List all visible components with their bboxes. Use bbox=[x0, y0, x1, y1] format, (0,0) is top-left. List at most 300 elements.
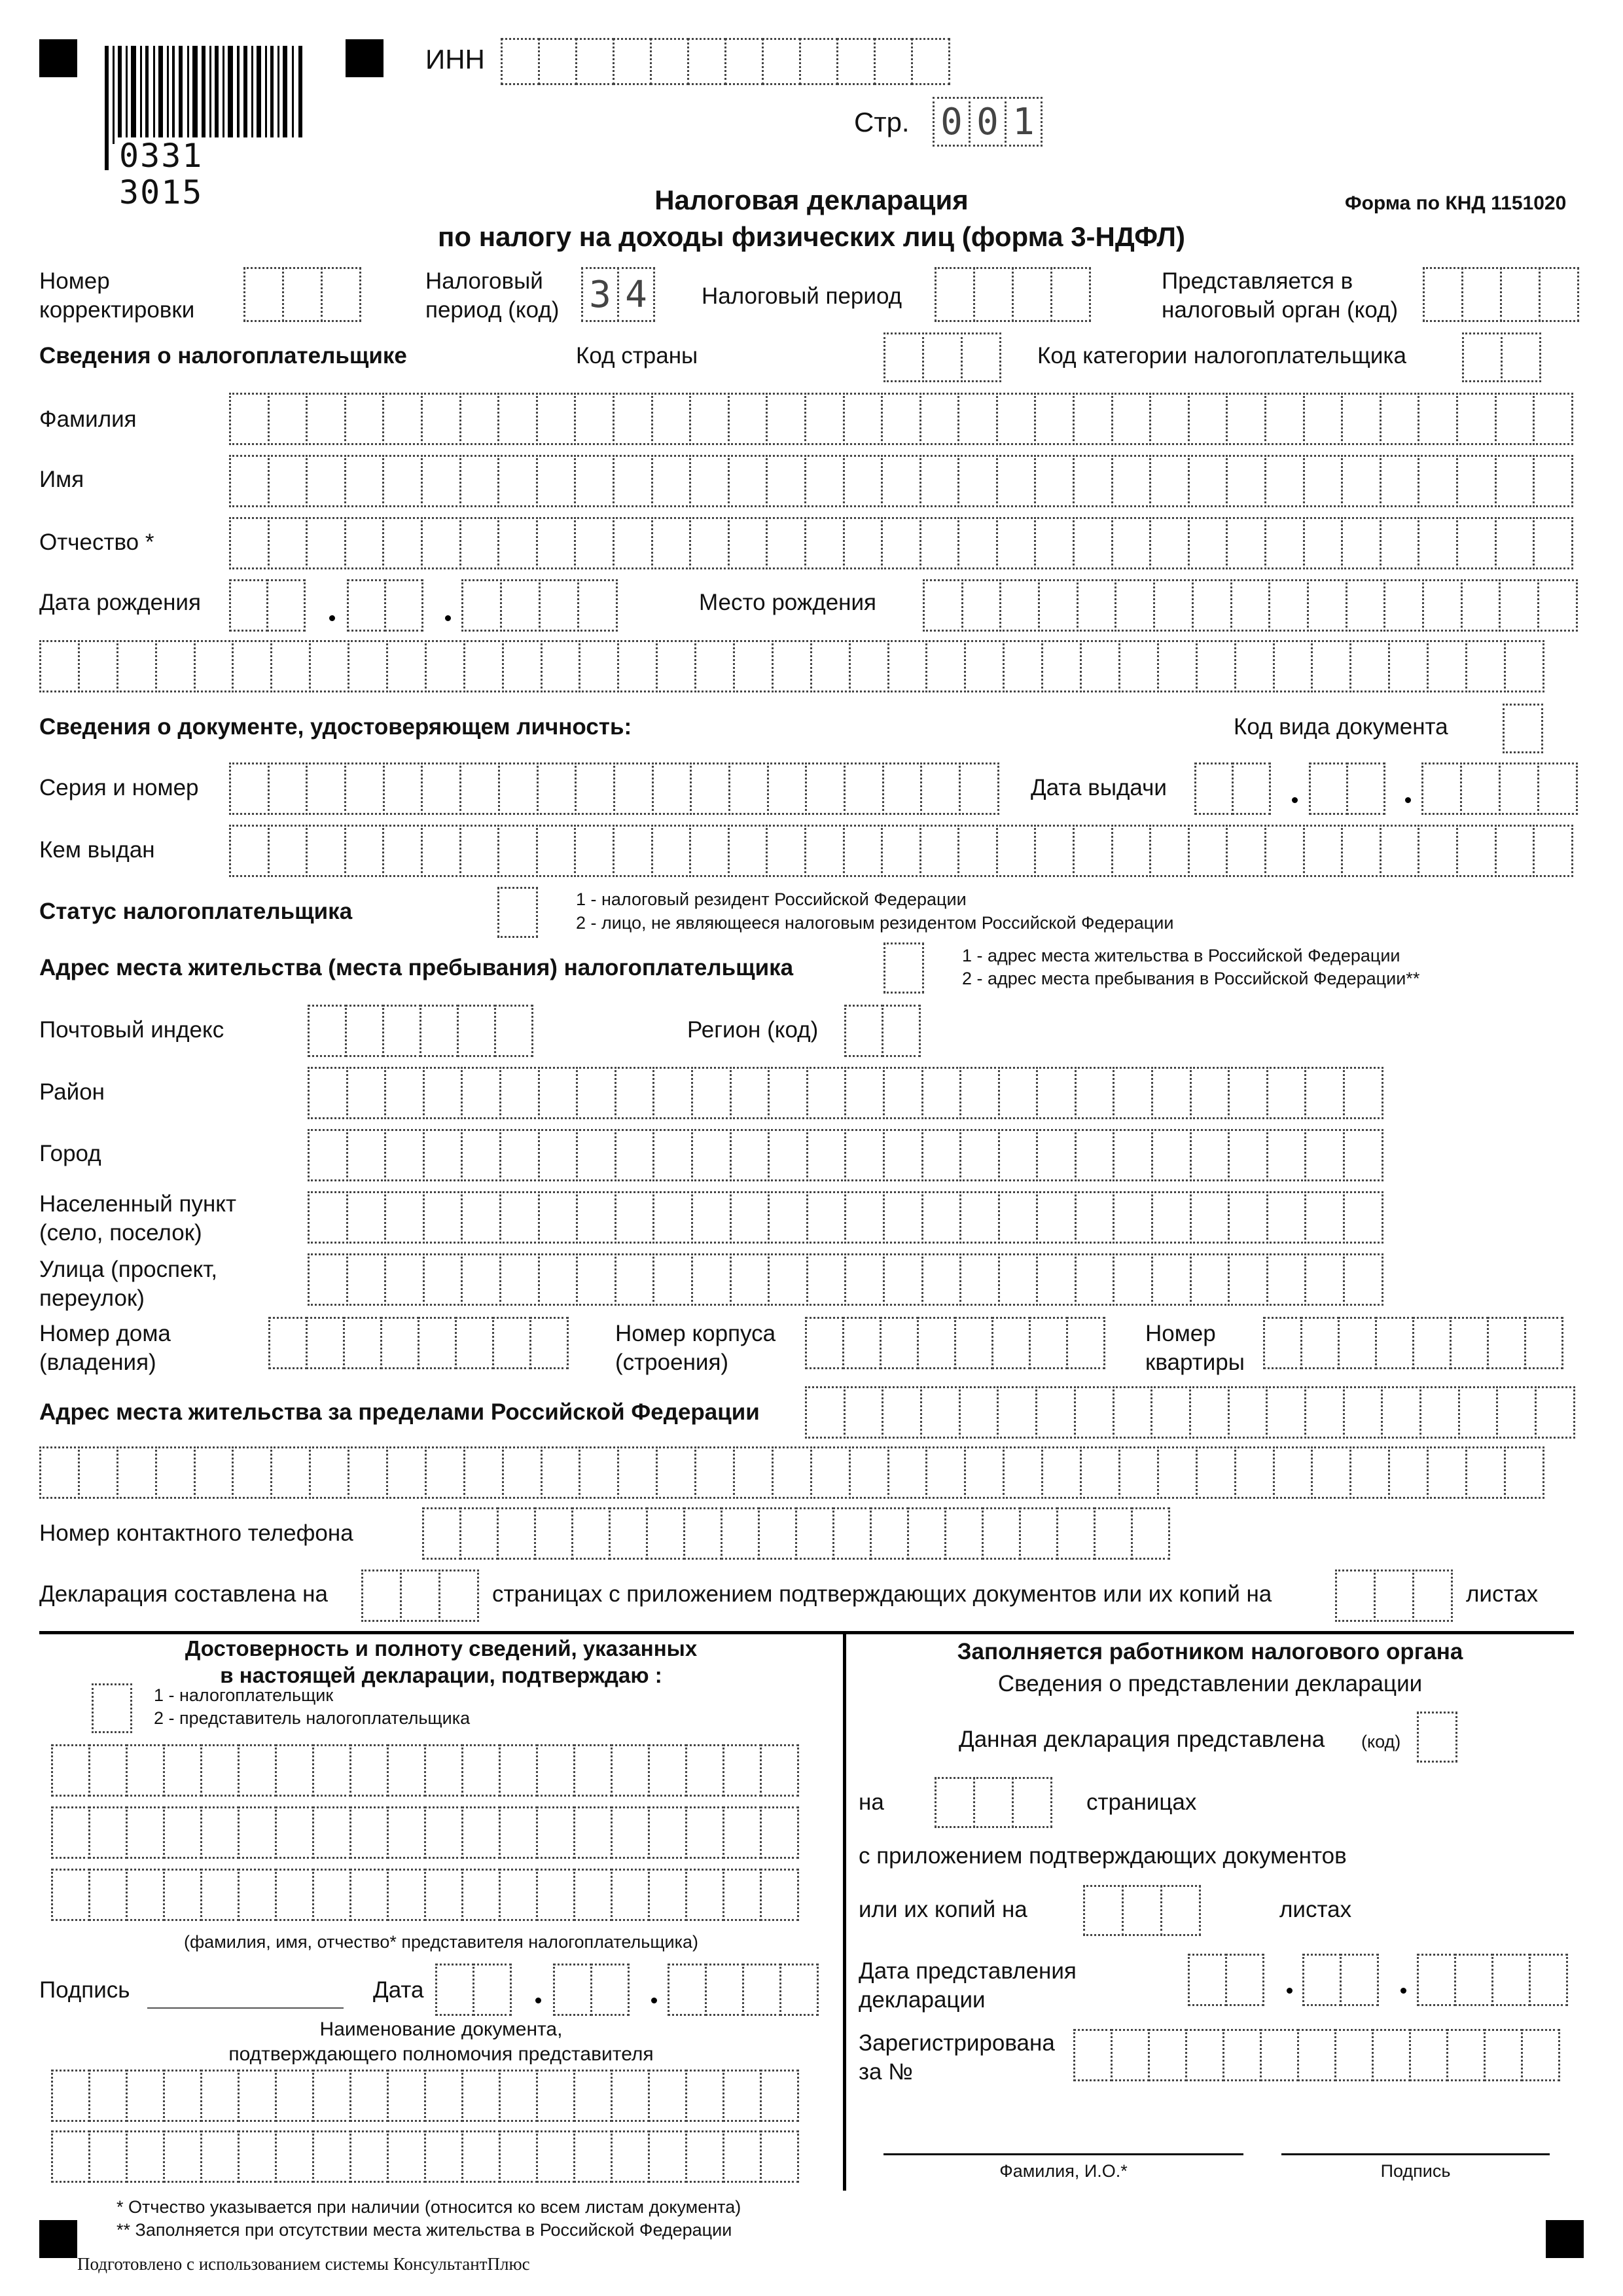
comb-cell[interactable] bbox=[1343, 1067, 1383, 1119]
comb-cell[interactable] bbox=[959, 1129, 1000, 1181]
comb-cell[interactable] bbox=[1264, 825, 1305, 877]
comb-cell[interactable] bbox=[88, 2130, 128, 2183]
comb-cell[interactable] bbox=[883, 1067, 923, 1119]
comb-cell[interactable] bbox=[194, 640, 234, 692]
comb-cell[interactable] bbox=[996, 517, 1037, 569]
comb-cell[interactable] bbox=[1418, 455, 1458, 507]
comb-cell[interactable] bbox=[998, 1253, 1039, 1306]
comb-cell[interactable] bbox=[806, 1191, 847, 1244]
comb-cell[interactable] bbox=[1417, 1712, 1457, 1763]
comb-cell[interactable] bbox=[39, 640, 80, 692]
comb-cell[interactable] bbox=[541, 640, 581, 692]
comb-cell[interactable] bbox=[538, 38, 577, 85]
comb-cell[interactable] bbox=[1188, 455, 1228, 507]
comb-cell[interactable] bbox=[1036, 1191, 1077, 1244]
representative-fio-line3[interactable] bbox=[51, 1869, 799, 1921]
comb-cell[interactable] bbox=[1484, 2029, 1523, 2081]
comb-cell[interactable] bbox=[386, 640, 427, 692]
comb-cell[interactable] bbox=[1388, 640, 1429, 692]
comb-cell[interactable] bbox=[382, 1005, 421, 1057]
comb-cell[interactable] bbox=[973, 267, 1014, 322]
comb-cell[interactable] bbox=[1264, 517, 1305, 569]
comb-cell[interactable] bbox=[1190, 1253, 1230, 1306]
comb-cell[interactable] bbox=[349, 2130, 389, 2183]
comb-cell[interactable] bbox=[309, 1446, 349, 1499]
comb-cell[interactable] bbox=[1036, 1067, 1077, 1119]
comb-cell[interactable] bbox=[1226, 517, 1266, 569]
comb-cell[interactable] bbox=[1264, 393, 1305, 445]
comb-cell[interactable] bbox=[1409, 2029, 1448, 2081]
comb-cell[interactable] bbox=[1264, 455, 1305, 507]
comb-cell[interactable] bbox=[959, 1386, 999, 1439]
comb-cell[interactable] bbox=[344, 825, 385, 877]
comb-cell[interactable] bbox=[308, 1253, 348, 1306]
comb-cell[interactable] bbox=[1228, 1253, 1268, 1306]
comb-cell[interactable] bbox=[1094, 1507, 1133, 1560]
comb-cell[interactable] bbox=[1303, 455, 1344, 507]
comb-cell[interactable] bbox=[1465, 1446, 1506, 1499]
representative-fio-line2[interactable] bbox=[51, 1806, 799, 1859]
comb-cell[interactable] bbox=[386, 1446, 427, 1499]
comb-cell[interactable] bbox=[343, 1317, 382, 1369]
comb-cell[interactable] bbox=[1418, 393, 1458, 445]
comb-cell[interactable] bbox=[1340, 1954, 1379, 2006]
comb-cell[interactable] bbox=[268, 393, 308, 445]
comb-cell[interactable] bbox=[959, 762, 999, 815]
comb-cell[interactable] bbox=[163, 1806, 202, 1859]
authority-document-line1[interactable] bbox=[51, 2070, 799, 2122]
registration-number-field[interactable] bbox=[1073, 2029, 1560, 2081]
comb-cell[interactable] bbox=[925, 1446, 966, 1499]
comb-cell[interactable] bbox=[1461, 267, 1502, 322]
comb-cell[interactable] bbox=[348, 640, 388, 692]
comb-cell[interactable] bbox=[1034, 825, 1075, 877]
comb-cell[interactable] bbox=[760, 2070, 799, 2122]
comb-cell[interactable] bbox=[387, 2130, 426, 2183]
comb-cell[interactable] bbox=[576, 1191, 616, 1244]
comb-cell[interactable] bbox=[312, 1744, 351, 1797]
comb-cell[interactable] bbox=[1349, 640, 1390, 692]
comb-cell[interactable] bbox=[1160, 1885, 1201, 1936]
patronymic-field[interactable] bbox=[229, 517, 1573, 569]
comb-cell[interactable] bbox=[1533, 455, 1573, 507]
comb-cell[interactable] bbox=[997, 1386, 1037, 1439]
comb-cell[interactable] bbox=[1019, 1507, 1058, 1560]
comb-cell[interactable] bbox=[1036, 1253, 1077, 1306]
comb-cell[interactable] bbox=[961, 332, 1001, 382]
phone-field[interactable] bbox=[422, 1507, 1170, 1560]
comb-cell[interactable] bbox=[887, 640, 928, 692]
comb-cell[interactable] bbox=[499, 2070, 538, 2122]
comb-cell[interactable] bbox=[957, 393, 998, 445]
comb-cell[interactable] bbox=[998, 1129, 1039, 1181]
comb-cell[interactable] bbox=[344, 455, 385, 507]
comb-cell[interactable] bbox=[384, 1191, 425, 1244]
comb-cell[interactable] bbox=[728, 455, 768, 507]
comb-cell[interactable] bbox=[844, 1253, 885, 1306]
comb-cell[interactable] bbox=[155, 1446, 196, 1499]
comb-cell[interactable] bbox=[1230, 579, 1271, 632]
comb-cell[interactable] bbox=[1263, 1317, 1302, 1369]
taxpayer-status-field[interactable] bbox=[497, 887, 538, 938]
comb-cell[interactable] bbox=[766, 393, 806, 445]
comb-cell[interactable] bbox=[424, 2130, 463, 2183]
comb-cell[interactable] bbox=[613, 762, 654, 815]
comb-cell[interactable] bbox=[461, 1129, 501, 1181]
comb-cell[interactable] bbox=[1302, 1954, 1342, 2006]
comb-cell[interactable] bbox=[646, 1507, 685, 1560]
comb-cell[interactable] bbox=[39, 1446, 80, 1499]
comb-cell[interactable] bbox=[229, 517, 270, 569]
comb-cell[interactable] bbox=[308, 1191, 348, 1244]
comb-cell[interactable] bbox=[1380, 393, 1420, 445]
comb-cell[interactable] bbox=[804, 455, 845, 507]
comb-cell[interactable] bbox=[1226, 393, 1266, 445]
comb-cell[interactable] bbox=[1153, 579, 1194, 632]
comb-cell[interactable] bbox=[611, 2130, 650, 2183]
comb-cell[interactable] bbox=[1460, 762, 1501, 815]
comb-cell[interactable] bbox=[1380, 517, 1420, 569]
comb-cell[interactable] bbox=[1118, 1446, 1159, 1499]
comb-cell[interactable] bbox=[810, 1446, 851, 1499]
comb-cell[interactable] bbox=[1418, 825, 1458, 877]
comb-cell[interactable] bbox=[459, 762, 500, 815]
signature-line[interactable] bbox=[147, 2007, 344, 2009]
comb-cell[interactable] bbox=[907, 1507, 946, 1560]
comb-cell[interactable] bbox=[1149, 393, 1190, 445]
comb-cell[interactable] bbox=[1122, 1885, 1162, 1936]
comb-cell[interactable] bbox=[455, 1317, 494, 1369]
comb-cell[interactable] bbox=[538, 1067, 579, 1119]
comb-cell[interactable] bbox=[964, 640, 1005, 692]
comb-cell[interactable] bbox=[459, 455, 500, 507]
comb-cell[interactable] bbox=[494, 1005, 533, 1057]
comb-cell[interactable] bbox=[498, 762, 539, 815]
comb-cell[interactable] bbox=[724, 38, 764, 85]
comb-cell[interactable] bbox=[457, 1005, 496, 1057]
comb-cell[interactable] bbox=[881, 455, 921, 507]
comb-cell[interactable] bbox=[1012, 267, 1052, 322]
comb-cell[interactable] bbox=[881, 393, 921, 445]
comb-cell[interactable] bbox=[805, 1386, 846, 1439]
comb-cell[interactable] bbox=[1304, 1386, 1345, 1439]
comb-cell[interactable] bbox=[238, 2130, 277, 2183]
comb-cell[interactable] bbox=[309, 640, 349, 692]
comb-cell[interactable] bbox=[576, 1067, 616, 1119]
comb-cell[interactable] bbox=[959, 1067, 1000, 1119]
comb-cell[interactable] bbox=[266, 579, 306, 632]
comb-cell[interactable] bbox=[275, 1744, 314, 1797]
comb-cell[interactable] bbox=[1499, 579, 1539, 632]
comb-cell[interactable] bbox=[685, 1744, 724, 1797]
comb-cell[interactable] bbox=[200, 2130, 240, 2183]
comb-cell[interactable] bbox=[51, 1744, 90, 1797]
comb-cell[interactable] bbox=[1500, 267, 1541, 322]
comb-cell[interactable] bbox=[349, 2070, 389, 2122]
comb-cell[interactable] bbox=[435, 1964, 474, 2016]
comb-cell[interactable] bbox=[923, 579, 963, 632]
comb-cell[interactable] bbox=[1075, 1067, 1115, 1119]
comb-cell[interactable] bbox=[1422, 579, 1463, 632]
birth-place-field-line2[interactable] bbox=[39, 640, 1544, 692]
comb-cell[interactable] bbox=[1303, 825, 1344, 877]
comb-cell[interactable] bbox=[1188, 1954, 1227, 2006]
authority-document-line2[interactable] bbox=[51, 2130, 799, 2183]
comb-cell[interactable] bbox=[1185, 2029, 1224, 2081]
comb-cell[interactable] bbox=[538, 1253, 579, 1306]
postcode-field[interactable] bbox=[308, 1005, 533, 1057]
comb-cell[interactable] bbox=[920, 1386, 961, 1439]
comb-cell[interactable] bbox=[882, 1005, 921, 1057]
comb-cell[interactable] bbox=[615, 1253, 655, 1306]
comb-cell[interactable] bbox=[1034, 393, 1075, 445]
comb-cell[interactable] bbox=[163, 1744, 202, 1797]
comb-cell[interactable] bbox=[126, 1869, 165, 1921]
comb-cell[interactable] bbox=[1003, 640, 1043, 692]
comb-cell[interactable] bbox=[1149, 455, 1190, 507]
comb-cell[interactable] bbox=[200, 1869, 240, 1921]
comb-cell[interactable] bbox=[499, 1067, 540, 1119]
comb-cell[interactable] bbox=[1041, 1446, 1082, 1499]
comb-cell[interactable] bbox=[1346, 762, 1385, 815]
comb-cell[interactable] bbox=[1456, 455, 1497, 507]
confirmation-month-field[interactable] bbox=[553, 1964, 630, 2016]
comb-cell[interactable] bbox=[689, 517, 730, 569]
comb-cell[interactable] bbox=[648, 1869, 687, 1921]
comb-cell[interactable] bbox=[1343, 1191, 1383, 1244]
comb-cell[interactable] bbox=[883, 1253, 923, 1306]
address-type-field[interactable] bbox=[883, 942, 924, 994]
comb-cell[interactable] bbox=[760, 1744, 799, 1797]
comb-cell[interactable] bbox=[1034, 455, 1075, 507]
comb-cell[interactable] bbox=[1458, 1386, 1499, 1439]
comb-cell[interactable] bbox=[163, 2070, 202, 2122]
comb-cell[interactable] bbox=[573, 2130, 613, 2183]
comb-cell[interactable] bbox=[883, 942, 924, 994]
submission-month-field[interactable] bbox=[1302, 1954, 1379, 2006]
comb-cell[interactable] bbox=[919, 517, 960, 569]
comb-cell[interactable] bbox=[722, 1869, 762, 1921]
comb-cell[interactable] bbox=[422, 1507, 461, 1560]
comb-cell[interactable] bbox=[1190, 1129, 1230, 1181]
comb-cell[interactable] bbox=[615, 1191, 655, 1244]
comb-cell[interactable] bbox=[1073, 393, 1113, 445]
comb-cell[interactable] bbox=[421, 517, 461, 569]
comb-cell[interactable] bbox=[1038, 579, 1079, 632]
comb-cell[interactable] bbox=[728, 393, 768, 445]
comb-cell[interactable] bbox=[1157, 1446, 1198, 1499]
comb-cell[interactable] bbox=[382, 825, 423, 877]
comb-cell[interactable] bbox=[1487, 1317, 1526, 1369]
comb-cell[interactable] bbox=[1465, 640, 1506, 692]
comb-cell[interactable] bbox=[163, 2130, 202, 2183]
comb-cell[interactable] bbox=[194, 1446, 234, 1499]
comb-cell[interactable] bbox=[767, 762, 808, 815]
comb-cell[interactable] bbox=[804, 825, 845, 877]
comb-cell[interactable] bbox=[536, 2130, 575, 2183]
confirmation-year-field[interactable] bbox=[668, 1964, 819, 2016]
comb-cell[interactable] bbox=[529, 1317, 569, 1369]
comb-cell[interactable] bbox=[502, 1446, 543, 1499]
comb-cell[interactable] bbox=[881, 825, 921, 877]
comb-cell[interactable] bbox=[424, 1744, 463, 1797]
comb-cell[interactable] bbox=[497, 517, 538, 569]
comb-cell[interactable] bbox=[1454, 1954, 1493, 2006]
comb-cell[interactable] bbox=[1311, 640, 1351, 692]
comb-cell[interactable] bbox=[1499, 762, 1539, 815]
comb-cell[interactable] bbox=[1343, 1129, 1383, 1181]
comb-cell[interactable] bbox=[1456, 393, 1497, 445]
comb-cell[interactable] bbox=[349, 1744, 389, 1797]
comb-cell[interactable] bbox=[382, 393, 423, 445]
comb-cell[interactable] bbox=[344, 762, 385, 815]
comb-cell[interactable] bbox=[1446, 2029, 1486, 2081]
submission-method-field[interactable] bbox=[1417, 1712, 1457, 1763]
comb-cell[interactable] bbox=[1335, 1570, 1376, 1622]
comb-cell[interactable] bbox=[1003, 1446, 1043, 1499]
comb-cell[interactable] bbox=[1036, 1129, 1077, 1181]
comb-cell[interactable] bbox=[652, 1067, 693, 1119]
comb-cell[interactable] bbox=[538, 1191, 579, 1244]
comb-cell[interactable] bbox=[1383, 579, 1424, 632]
comb-cell[interactable] bbox=[461, 1253, 501, 1306]
comb-cell[interactable] bbox=[361, 1570, 402, 1622]
comb-cell[interactable] bbox=[998, 1067, 1039, 1119]
street-field[interactable] bbox=[308, 1253, 1383, 1306]
comb-cell[interactable] bbox=[806, 1067, 847, 1119]
comb-cell[interactable] bbox=[1232, 762, 1271, 815]
comb-cell[interactable] bbox=[1521, 2029, 1560, 2081]
comb-cell[interactable] bbox=[459, 517, 500, 569]
comb-cell[interactable] bbox=[1113, 1386, 1153, 1439]
comb-cell[interactable] bbox=[1273, 1446, 1313, 1499]
comb-cell[interactable] bbox=[1427, 1446, 1467, 1499]
comb-cell[interactable] bbox=[651, 455, 692, 507]
comb-cell[interactable] bbox=[1080, 1446, 1120, 1499]
comb-cell[interactable] bbox=[346, 1253, 387, 1306]
comb-cell[interactable] bbox=[1113, 1129, 1153, 1181]
comb-cell[interactable] bbox=[1149, 517, 1190, 569]
comb-cell[interactable] bbox=[730, 1129, 770, 1181]
comb-cell[interactable] bbox=[384, 1129, 425, 1181]
comb-cell[interactable] bbox=[499, 1129, 540, 1181]
comb-cell[interactable] bbox=[1504, 640, 1544, 692]
comb-cell[interactable] bbox=[733, 1446, 774, 1499]
comb-cell[interactable] bbox=[613, 455, 653, 507]
comb-cell[interactable] bbox=[306, 393, 346, 445]
comb-cell[interactable] bbox=[805, 1317, 844, 1369]
comb-cell[interactable] bbox=[200, 1744, 240, 1797]
comb-cell[interactable] bbox=[424, 1869, 463, 1921]
comb-cell[interactable] bbox=[308, 1067, 348, 1119]
comb-cell[interactable] bbox=[268, 517, 308, 569]
comb-cell[interactable] bbox=[590, 1964, 630, 2016]
comb-cell[interactable] bbox=[1462, 332, 1503, 382]
comb-cell[interactable] bbox=[238, 1744, 277, 1797]
received-pages-field[interactable] bbox=[935, 1777, 1052, 1828]
comb-cell[interactable] bbox=[88, 1806, 128, 1859]
comb-cell[interactable] bbox=[689, 825, 730, 877]
comb-cell[interactable] bbox=[573, 1806, 613, 1859]
comb-cell[interactable] bbox=[312, 2070, 351, 2122]
comb-cell[interactable] bbox=[881, 517, 921, 569]
comb-cell[interactable] bbox=[421, 455, 461, 507]
comb-cell[interactable] bbox=[730, 1253, 770, 1306]
comb-cell[interactable] bbox=[1080, 640, 1120, 692]
comb-cell[interactable] bbox=[423, 1129, 463, 1181]
comb-cell[interactable] bbox=[685, 1869, 724, 1921]
comb-cell[interactable] bbox=[238, 1806, 277, 1859]
comb-cell[interactable] bbox=[1307, 579, 1347, 632]
category-code-field[interactable] bbox=[1462, 332, 1541, 382]
tax-period-code-field[interactable] bbox=[581, 267, 655, 322]
attached-sheets-field[interactable] bbox=[1335, 1570, 1453, 1622]
comb-cell[interactable] bbox=[648, 1744, 687, 1797]
comb-cell[interactable] bbox=[400, 1570, 440, 1622]
comb-cell[interactable] bbox=[1537, 579, 1578, 632]
comb-cell[interactable] bbox=[243, 267, 284, 322]
comb-cell[interactable] bbox=[1188, 517, 1228, 569]
comb-cell[interactable] bbox=[312, 2130, 351, 2183]
comb-cell[interactable] bbox=[577, 579, 618, 632]
comb-cell[interactable] bbox=[344, 393, 385, 445]
comb-cell[interactable] bbox=[308, 1129, 348, 1181]
confirmation-signer-field[interactable] bbox=[92, 1683, 132, 1733]
comb-cell[interactable] bbox=[1074, 1386, 1115, 1439]
comb-cell[interactable] bbox=[1192, 579, 1232, 632]
comb-cell[interactable] bbox=[312, 1806, 351, 1859]
comb-cell[interactable] bbox=[1349, 1446, 1390, 1499]
comb-cell[interactable] bbox=[1113, 1253, 1153, 1306]
comb-cell[interactable] bbox=[1421, 762, 1462, 815]
comb-cell[interactable] bbox=[722, 2070, 762, 2122]
comb-cell[interactable] bbox=[1194, 762, 1234, 815]
comb-cell[interactable] bbox=[705, 1964, 744, 2016]
comb-cell[interactable] bbox=[613, 517, 653, 569]
comb-cell[interactable] bbox=[617, 1446, 658, 1499]
comb-cell[interactable] bbox=[387, 1869, 426, 1921]
comb-cell[interactable] bbox=[959, 1253, 1000, 1306]
comb-cell[interactable] bbox=[384, 1253, 425, 1306]
comb-cell[interactable] bbox=[982, 1507, 1021, 1560]
comb-cell[interactable] bbox=[459, 1507, 499, 1560]
comb-cell[interactable] bbox=[1075, 1191, 1115, 1244]
comb-cell[interactable] bbox=[573, 1869, 613, 1921]
comb-cell[interactable] bbox=[501, 38, 540, 85]
comb-cell[interactable] bbox=[1504, 1446, 1544, 1499]
comb-cell[interactable] bbox=[613, 38, 652, 85]
comb-cell[interactable] bbox=[382, 517, 423, 569]
comb-cell[interactable] bbox=[1495, 825, 1535, 877]
comb-cell[interactable] bbox=[887, 1446, 928, 1499]
comb-cell[interactable] bbox=[611, 1869, 650, 1921]
comb-cell[interactable] bbox=[883, 332, 924, 382]
comb-cell[interactable] bbox=[499, 1806, 538, 1859]
comb-cell[interactable] bbox=[768, 1253, 808, 1306]
comb-cell[interactable] bbox=[1083, 1885, 1124, 1936]
comb-cell[interactable] bbox=[1304, 1253, 1345, 1306]
comb-cell[interactable] bbox=[768, 1067, 808, 1119]
comb-cell[interactable] bbox=[1225, 1954, 1264, 2006]
comb-cell[interactable] bbox=[461, 1067, 501, 1119]
comb-cell[interactable] bbox=[347, 579, 386, 632]
comb-cell[interactable] bbox=[917, 1317, 956, 1369]
comb-cell[interactable] bbox=[1073, 2029, 1113, 2081]
comb-cell[interactable] bbox=[229, 579, 268, 632]
comb-cell[interactable] bbox=[461, 1744, 501, 1797]
comb-cell[interactable] bbox=[1260, 2029, 1299, 2081]
comb-cell[interactable] bbox=[502, 640, 543, 692]
